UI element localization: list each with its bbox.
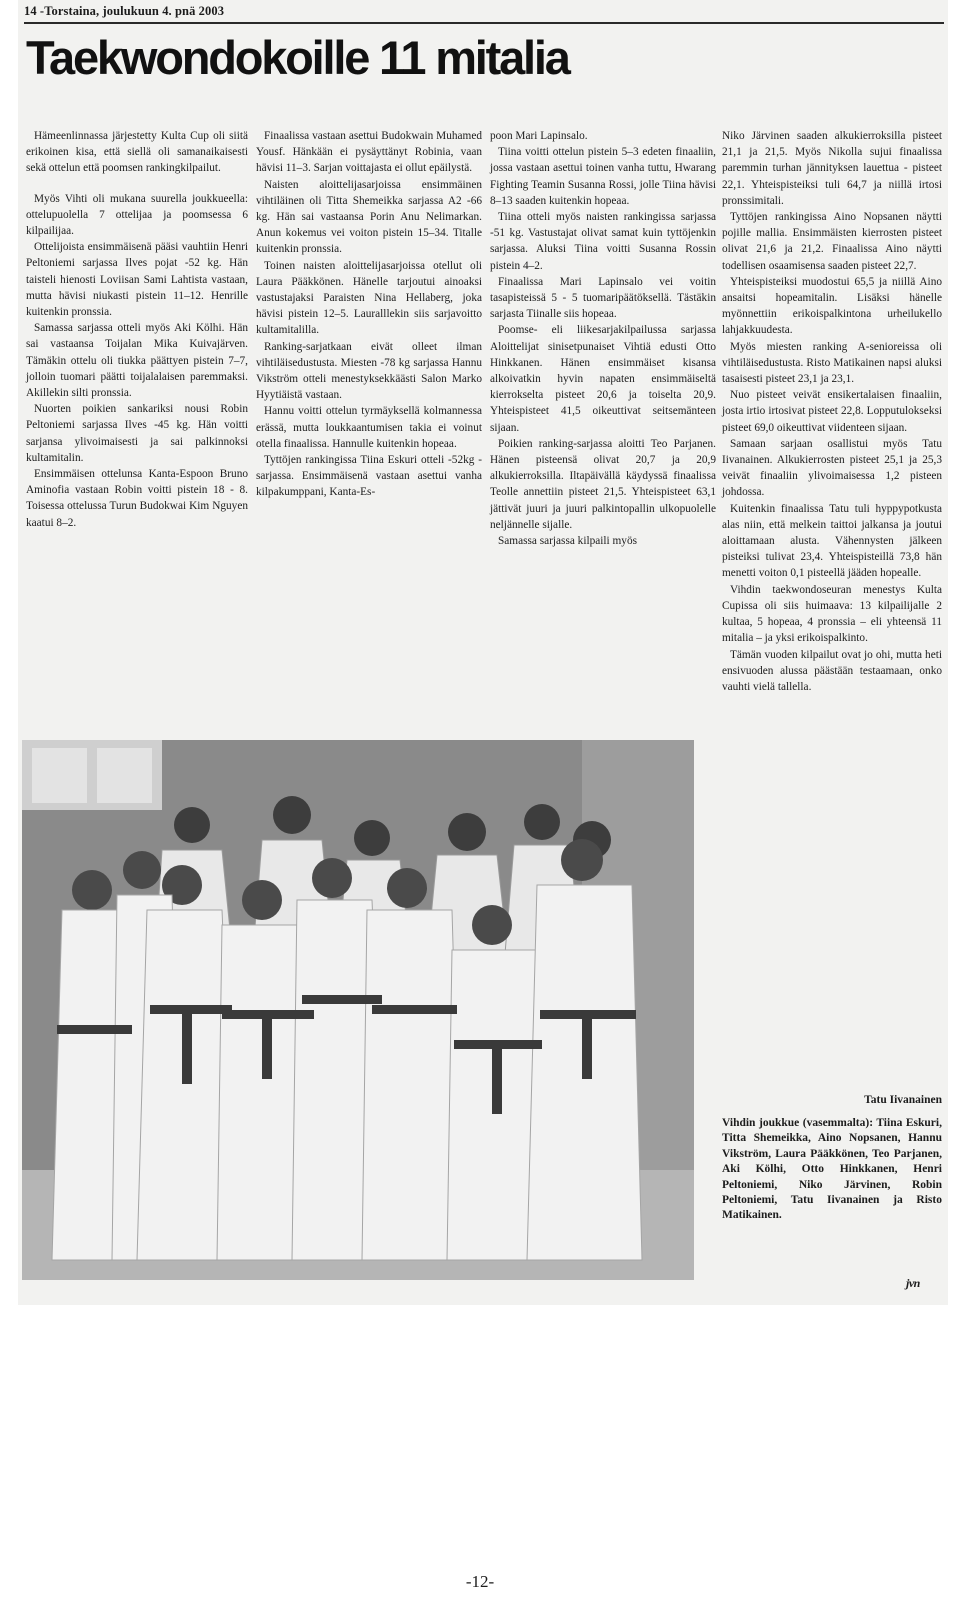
paragraph: Tiina otteli myös naisten rankingissa sarjassa -51 kg. Vastustajat olivat samat kuin tyttöjenkin sarjassa. Aluksi Tiina voitti Susanna Rossin pistein 4–2. — [490, 211, 716, 272]
paragraph: Naisten aloittelijasarjoissa ensimmäinen vihtiläinen oli Titta Shemeikka sarjassa A2 -66 kg. Hän sai vastaansa Porin Anu Nelimarkan. Anun kokemus vei voiton pistein 15–34. Titalle kuitenkin pronssia. — [256, 178, 482, 256]
paragraph: Ranking-sarjatkaan eivät olleet ilman vihtiläisedustusta. Miesten -78 kg sarjassa Hannu Vikström otteli menestyksekkäästi Salon Marko Hyytiäistä vastaan. — [256, 340, 482, 402]
paragraph: Nuo pisteet veivät ensikertalaisen finaaliin, josta irtio irtosivat pisteet 22,8. Lopputulokseksi pisteet 69,0 oikeuttivat viidenteen sijaan. — [722, 389, 942, 434]
paragraph: Myös miesten ranking A-senioreissa oli vihtiläisedustusta. Risto Matikainen napsi aluksi tasaisesti pisteet 23,1 ja 23,1. — [722, 340, 942, 386]
article-column-2 — [256, 128, 482, 501]
photo-caption: Vihdin joukkue (vasemmalta): Tiina Eskuri, Titta Shemeikka, Aino Nopsanen, Hannu Vikström, Laura Pääkkönen, Teo Parjanen, Aki Kölhi, Otto Hinkkanen, Henri Peltoniemi, Niko Järvinen, Robin Peltoniemi, Tatu Iivanainen ja Risto Matikainen. — [722, 1117, 942, 1222]
paragraph: Finaalissa Mari Lapinsalo vei voitin tasapisteissä 5 - 5 tuomaripäätöksellä. Tästäkin sarjasta Tiinalle siis hopeaa. — [490, 275, 716, 321]
article-column-1 — [26, 128, 248, 531]
paragraph: Samassa sarjassa otteli myös Aki Kölhi. Hän sai vastaansa Toijalan Mika Kuivajärven. Tämäkin ottelu oli tiukka päättyen pistein 7–7, jolloin tuomari päätti toijalalaisen paremmaksi. Akillekin silti pronssia. — [26, 322, 248, 400]
headline: Taekwondokoille 11 mitalia — [26, 31, 569, 84]
team-photo-illustration — [22, 740, 694, 1280]
paragraph: Nuorten poikien sankariksi nousi Robin Peltoniemi sarjassa Ilves -45 kg. Hän voitti sarjansa ylivoimaisesti ja sai palkinnoksi kultamitalin. — [26, 403, 248, 464]
paragraph: Vihdin taekwondoseuran menestys Kulta Cupissa oli siis huimaava: 13 kilpailijalle 2 kultaa, 5 hopeaa, 4 pronssia – eli yhteensä 11 mitalia – ja yksi erikoispalkinto. — [722, 583, 942, 645]
paragraph: Hämeenlinnassa järjestetty Kulta Cup oli siitä erikoinen kisa, että siellä oli samanaikaisesti sekä ottelun että poomsen rankingkilpailut. — [26, 130, 248, 175]
paragraph: Toinen naisten aloittelijasarjoissa otellut oli Laura Pääkkönen. Hänelle tarjoutui ainoaksi vastustajaksi Paraisten Nina Hellaberg, joka hävisi pistein 12–5. Lauralllekin siis sarjavoitto kultamitalilla. — [256, 259, 482, 337]
paragraph: Ottelijoista ensimmäisenä pääsi vauhtiin Henri Peltoniemi sarjassa Ilves pojat -52 kg. Hän taisteli hienosti Loviisan Sami Lahtista vastaan, mutta hävisi niukasti pistein 11–12. Henrille kuitenkin pronssia. — [26, 241, 248, 319]
byline: Tatu Iivanainen — [864, 1094, 942, 1106]
paragraph: Tämän vuoden kilpailut ovat jo ohi, mutta heti ensivuoden alussa päästään testaamaan, onko vauhti vielä tallella. — [722, 648, 942, 693]
paragraph: Ensimmäisen ottelunsa Kanta-Espoon Bruno Aminofia vastaan Robin voitti pistein 18 - 8. Toisessa ottelussa Turun Budokwai Kim Nguyen kaatui 8–2. — [26, 468, 248, 529]
page-number: -12- — [465, 1572, 495, 1591]
article-column-3 — [490, 128, 716, 549]
team-photo — [22, 740, 694, 1280]
paragraph: Poikien ranking-sarjassa aloitti Teo Parjanen. Hänen pisteensä olivat 20,7 ja 20,9 alkukierroksilla. Iltapäivällä käydyssä finaalissa Teolle annettiin pisteet 21,5. Yhteispisteet 63,1 jättivät juuri ja juuri palkintopallin ulkopuolelle neljännelle sijalle. — [490, 437, 716, 531]
paragraph: Tyttöjen rankingissa Tiina Eskuri otteli -52kg -sarjassa. Ensimmäisenä vastaan asettui vanha kilpakumppani, Kanta-Es- — [256, 454, 482, 499]
article-column-4 — [722, 128, 942, 695]
newspaper-clipping — [18, 0, 948, 1305]
paragraph: Hannu voitti ottelun tyrmäyksellä kolmannessa erässä, mutta loukkaantumisen takia ei voinut otella finaalissa. Hannulle kuitenkin hopeaa. — [256, 405, 482, 450]
dateline: 14 -Torstaina, joulukuun 4. pnä 2003 — [24, 4, 225, 18]
paragraph: Samassa sarjassa kilpaili myös — [498, 535, 637, 548]
paragraph: Tiina voitti ottelun pistein 5–3 edeten finaaliin, jossa vastaan asettui toinen vanha tuttu, Hwarang Fighting Teamin Susanna Rossi, jolle Tiina hävisi 8–13 saaden kuitenkin hopeaa. — [490, 146, 716, 207]
publication-logo: jvn — [906, 1276, 920, 1290]
paragraph: Tyttöjen rankingissa Aino Nopsanen näytti pojille mallia. Ensimmäisten kierrosten pisteet olivat 21,6 ja 21,2. Finaalissa Aino näytti todellisen osaamisensa saaden pisteet 22,7. — [722, 211, 942, 272]
paragraph: poon Mari Lapinsalo. — [490, 130, 588, 142]
paragraph: Kuitenkin finaalissa Tatu tuli hyppypotkusta alas niin, että melkein taittoi jalkansa ja joutui aloittamaan alusta. Vähennysten jälkeen pisteiksi tulivat 23,4. Yhteispisteillä 73,8 hän menetti voiton 0,1 pisteellä jääden hopealle. — [722, 502, 942, 580]
paragraph: Myös Vihti oli mukana suurella joukkueella: ottelupuolella 7 ottelijaa ja poomsessa 6 kilpailijaa. — [26, 192, 248, 238]
paragraph: Niko Järvinen saaden alkukierroksilla pisteet 21,1 ja 21,5. Myös Nikolla sujui finaalissa paremmin turhan jännityksen lauettua - pisteet 22,1. Yhteispisteiksi tuli 64,7 ja niillä irtosi pronssimitali. — [722, 130, 942, 207]
paragraph: Samaan sarjaan osallistui myös Tatu Iivanainen. Alkukierrosten pisteet 25,1 ja 25,3 veivät finaaliin ylivoimaisessa 1,2 pisteen johdossa. — [722, 437, 942, 499]
paragraph: Finaalissa vastaan asettui Budokwain Muhamed Yousf. Hänkään ei pysäyttänyt Robinia, vaan hävisi 11–3. Sarjan voittajasta ei ollut epäilystä. — [256, 130, 482, 175]
paragraph: Poomse- eli liikesarjakilpailussa sarjassa Aloittelijat sinisetpunaiset Vihtiä edusti Otto Hinkkanen. Hänen ensimmäiset kisansa alkoivatkin hyvin napaten ensimmäiseltä kierrokselta pisteet 20,6 ja toiselta 20,9. Yhteispisteet 41,5 oikeuttivat seitsemänteen sijaan. — [490, 324, 716, 434]
header-rule — [24, 22, 944, 24]
paragraph: Yhteispisteiksi muodostui 65,5 ja niillä Aino ansaitsi hopeamitalin. Lisäksi hänelle myönnettiin erikoispalkintona urheilukello lahjakkuudesta. — [722, 275, 942, 337]
